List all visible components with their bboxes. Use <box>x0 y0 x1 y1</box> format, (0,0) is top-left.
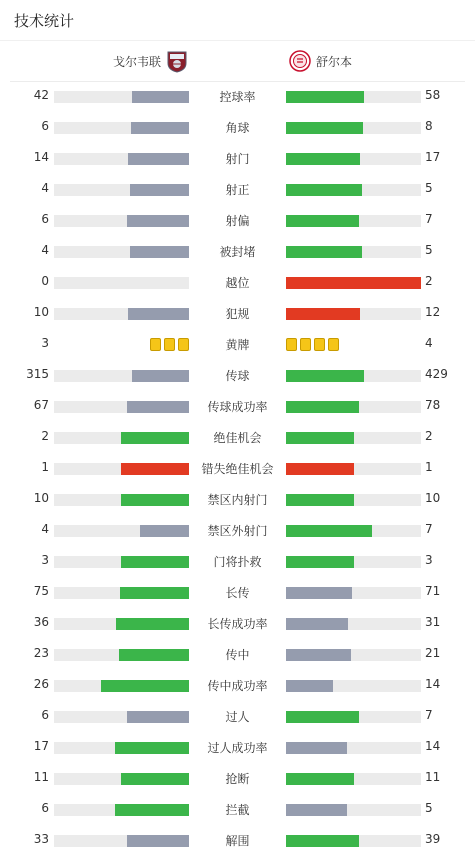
away-yellow-cards <box>286 338 339 351</box>
home-stat-bar-track <box>54 401 189 413</box>
home-stat-value: 6 <box>41 708 49 722</box>
stat-label: 禁区内射门 <box>207 493 268 507</box>
home-stat-value: 6 <box>41 119 49 133</box>
home-stat-value: 0 <box>41 274 49 288</box>
home-stat-bar-fill <box>101 680 189 692</box>
home-stat-bar-track <box>54 370 189 382</box>
home-stat-bar-track <box>54 122 189 134</box>
away-stat-value: 14 <box>425 739 441 753</box>
stat-row <box>0 422 475 453</box>
stat-label: 绝佳机会 <box>213 431 262 445</box>
away-team[interactable] <box>289 47 352 75</box>
away-stat-value: 7 <box>425 212 433 226</box>
page-title: 技术统计 <box>14 12 75 30</box>
home-stat-bar-fill <box>121 773 189 785</box>
stat-label: 长传成功率 <box>207 617 268 631</box>
yellow-card-icon <box>164 338 175 351</box>
home-stat-value: 4 <box>41 181 49 195</box>
stat-label: 过人成功率 <box>207 741 268 755</box>
stat-row <box>0 732 475 763</box>
stat-row <box>0 360 475 391</box>
away-stat-bar-fill <box>286 308 360 320</box>
stat-label: 解围 <box>225 834 250 848</box>
home-stat-bar-fill <box>128 308 189 320</box>
stat-label: 控球率 <box>219 90 256 104</box>
home-stat-bar-track <box>54 804 189 816</box>
teams-bar <box>10 41 465 82</box>
home-stat-bar-track <box>54 711 189 723</box>
stat-label: 禁区外射门 <box>207 524 268 538</box>
stat-row <box>0 298 475 329</box>
home-stat-bar-fill <box>120 587 189 599</box>
home-stat-value: 67 <box>33 398 49 412</box>
away-stat-value: 71 <box>425 584 441 598</box>
away-stat-bar-track <box>286 618 421 630</box>
away-stat-bar-fill <box>286 91 364 103</box>
stat-row <box>0 701 475 732</box>
away-stat-bar-track <box>286 525 421 537</box>
away-stat-bar-track <box>286 432 421 444</box>
away-stat-bar-track <box>286 370 421 382</box>
away-stat-bar-fill <box>286 711 359 723</box>
away-stat-value: 10 <box>425 491 441 505</box>
home-stat-bar-fill <box>128 153 189 165</box>
home-stat-bar-track <box>54 432 189 444</box>
home-stat-bar-fill <box>132 91 189 103</box>
yellow-card-icon <box>300 338 311 351</box>
away-stat-bar-track <box>286 277 421 289</box>
home-stat-value: 33 <box>33 832 49 846</box>
home-stat-bar-fill <box>140 525 189 537</box>
home-stat-value: 23 <box>33 646 49 660</box>
stat-row <box>0 608 475 639</box>
away-stat-bar-track <box>286 773 421 785</box>
away-team-name: 舒尔本 <box>316 54 353 69</box>
home-stat-value: 36 <box>33 615 49 629</box>
stat-label: 射门 <box>225 152 250 166</box>
stat-row <box>0 825 475 856</box>
home-stat-bar-fill <box>115 804 189 816</box>
stat-row <box>0 639 475 670</box>
away-stat-bar-fill <box>286 618 348 630</box>
home-stat-bar-fill <box>116 618 189 630</box>
away-stat-bar-track <box>286 556 421 568</box>
away-stat-bar-fill <box>286 773 354 785</box>
away-stat-bar-fill <box>286 804 347 816</box>
away-stat-value: 1 <box>425 460 433 474</box>
away-stat-value: 5 <box>425 243 433 257</box>
away-stat-bar-fill <box>286 494 354 506</box>
stat-label: 黄牌 <box>225 338 250 352</box>
home-stat-bar-fill <box>131 122 189 134</box>
home-stat-bar-track <box>54 742 189 754</box>
home-stat-bar-track <box>54 773 189 785</box>
stat-row <box>0 391 475 422</box>
stat-row <box>0 763 475 794</box>
away-stat-bar-track <box>286 649 421 661</box>
away-stat-bar-track <box>286 680 421 692</box>
away-stat-bar-track <box>286 308 421 320</box>
away-stat-bar-fill <box>286 432 354 444</box>
away-stat-value: 14 <box>425 677 441 691</box>
home-stat-value: 75 <box>33 584 49 598</box>
away-stat-bar-track <box>286 246 421 258</box>
away-stat-bar-fill <box>286 463 354 475</box>
away-stat-bar-track <box>286 804 421 816</box>
home-stat-bar-track <box>54 215 189 227</box>
home-stat-bar-fill <box>121 494 189 506</box>
stat-label: 角球 <box>225 121 250 135</box>
away-stat-bar-fill <box>286 370 364 382</box>
home-stat-bar-track <box>54 618 189 630</box>
away-stat-bar-track <box>286 153 421 165</box>
home-stat-bar-track <box>54 153 189 165</box>
away-stat-bar-fill <box>286 556 354 568</box>
home-stat-value: 315 <box>26 367 49 381</box>
stat-row <box>0 236 475 267</box>
away-stat-bar-fill <box>286 184 362 196</box>
stat-label: 长传 <box>225 586 250 600</box>
away-stat-bar-fill <box>286 835 359 847</box>
away-stat-value: 7 <box>425 522 433 536</box>
stat-row <box>0 546 475 577</box>
stat-label: 犯规 <box>225 307 250 321</box>
away-stat-bar-track <box>286 742 421 754</box>
away-stat-value: 429 <box>425 367 448 381</box>
away-stat-value: 5 <box>425 801 433 815</box>
yellow-card-icon <box>178 338 189 351</box>
home-stat-value: 26 <box>33 677 49 691</box>
home-stat-value: 4 <box>41 522 49 536</box>
home-stat-bar-track <box>54 835 189 847</box>
stat-row <box>0 329 475 360</box>
home-stat-bar-fill <box>127 711 189 723</box>
home-stat-bar-track <box>54 556 189 568</box>
home-stat-bar-track <box>54 463 189 475</box>
home-stat-bar-track <box>54 184 189 196</box>
home-stat-value: 1 <box>41 460 49 474</box>
away-stat-bar-track <box>286 587 421 599</box>
stat-label: 传球成功率 <box>207 400 268 414</box>
home-stat-value: 4 <box>41 243 49 257</box>
home-stat-value: 11 <box>33 770 49 784</box>
away-stat-bar-track <box>286 91 421 103</box>
stat-row <box>0 453 475 484</box>
away-stat-value: 12 <box>425 305 441 319</box>
away-stat-value: 2 <box>425 274 433 288</box>
home-team[interactable] <box>113 47 188 75</box>
home-stat-bar-fill <box>121 556 189 568</box>
home-stat-bar-fill <box>130 246 189 258</box>
away-stat-bar-fill <box>286 122 363 134</box>
away-stat-bar-fill <box>286 742 347 754</box>
away-stat-bar-fill <box>286 215 359 227</box>
stat-label: 抢断 <box>225 772 250 786</box>
stat-label: 错失绝佳机会 <box>201 462 274 476</box>
home-stat-bar-fill <box>130 184 189 196</box>
away-stat-value: 7 <box>425 708 433 722</box>
stat-row <box>0 267 475 298</box>
shelbourne-crest-icon <box>289 49 311 73</box>
away-stat-bar-fill <box>286 649 351 661</box>
stat-label: 越位 <box>225 276 250 290</box>
home-stat-bar-track <box>54 308 189 320</box>
galway-united-crest-icon <box>166 49 188 73</box>
away-stat-value: 5 <box>425 181 433 195</box>
home-stat-bar-track <box>54 494 189 506</box>
home-stat-value: 10 <box>33 491 49 505</box>
away-stat-value: 11 <box>425 770 441 784</box>
home-stat-value: 42 <box>33 88 49 102</box>
away-stat-bar-fill <box>286 277 421 289</box>
stat-row <box>0 515 475 546</box>
home-stat-bar-track <box>54 649 189 661</box>
home-stat-bar-fill <box>132 370 189 382</box>
home-stat-value: 3 <box>41 553 49 567</box>
away-stat-bar-track <box>286 463 421 475</box>
home-stat-bar-fill <box>127 835 189 847</box>
away-stat-value: 21 <box>425 646 441 660</box>
stat-row <box>0 143 475 174</box>
away-stat-bar-fill <box>286 153 360 165</box>
home-stat-bar-track <box>54 246 189 258</box>
away-stat-bar-fill <box>286 680 333 692</box>
home-stat-bar-track <box>54 587 189 599</box>
away-stat-bar-track <box>286 711 421 723</box>
yellow-card-icon <box>328 338 339 351</box>
away-stat-value: 58 <box>425 88 441 102</box>
stat-row <box>0 205 475 236</box>
home-stat-bar-track <box>54 91 189 103</box>
away-stat-bar-track <box>286 122 421 134</box>
stats-list <box>0 81 475 856</box>
home-stat-bar-fill <box>127 401 189 413</box>
stat-label: 门将扑救 <box>213 555 262 569</box>
home-team-name: 戈尔韦联 <box>113 54 162 69</box>
stat-label: 射正 <box>225 183 250 197</box>
stat-row <box>0 81 475 112</box>
stat-label: 传中 <box>225 648 250 662</box>
away-stat-bar-track <box>286 215 421 227</box>
away-stat-bar-track <box>286 835 421 847</box>
away-stat-bar-fill <box>286 525 372 537</box>
home-stat-value: 17 <box>33 739 49 753</box>
home-stat-value: 2 <box>41 429 49 443</box>
away-stat-value: 31 <box>425 615 441 629</box>
away-stat-bar-fill <box>286 401 359 413</box>
away-stat-value: 2 <box>425 429 433 443</box>
home-stat-bar-fill <box>121 463 189 475</box>
home-stat-bar-track <box>54 525 189 537</box>
stats-header <box>0 0 475 41</box>
stat-row <box>0 670 475 701</box>
stat-label: 拦截 <box>225 803 250 817</box>
yellow-card-icon <box>314 338 325 351</box>
stat-label: 传中成功率 <box>207 679 268 693</box>
stat-row <box>0 174 475 205</box>
stat-label: 过人 <box>225 710 250 724</box>
stat-row <box>0 484 475 515</box>
stat-label: 被封堵 <box>219 245 256 259</box>
home-stat-value: 14 <box>33 150 49 164</box>
away-stat-value: 78 <box>425 398 441 412</box>
home-stat-bar-fill <box>115 742 189 754</box>
stat-row <box>0 112 475 143</box>
home-yellow-cards <box>150 338 189 351</box>
away-stat-bar-fill <box>286 587 352 599</box>
home-stat-bar-track <box>54 680 189 692</box>
stat-label: 射偏 <box>225 214 250 228</box>
stat-row <box>0 577 475 608</box>
away-stat-value: 4 <box>425 336 433 350</box>
home-stat-value: 6 <box>41 801 49 815</box>
stat-label: 传球 <box>225 369 250 383</box>
away-stat-bar-track <box>286 401 421 413</box>
yellow-card-icon <box>150 338 161 351</box>
home-stat-value: 10 <box>33 305 49 319</box>
away-stat-value: 8 <box>425 119 433 133</box>
home-stat-bar-track <box>54 277 189 289</box>
away-stat-value: 39 <box>425 832 441 846</box>
home-stat-value: 3 <box>41 336 49 350</box>
stat-row <box>0 794 475 825</box>
yellow-card-icon <box>286 338 297 351</box>
away-stat-bar-fill <box>286 246 362 258</box>
away-stat-bar-track <box>286 494 421 506</box>
home-stat-value: 6 <box>41 212 49 226</box>
home-stat-bar-fill <box>119 649 189 661</box>
away-stat-bar-track <box>286 184 421 196</box>
away-stat-value: 17 <box>425 150 441 164</box>
away-stat-value: 3 <box>425 553 433 567</box>
home-stat-bar-fill <box>127 215 189 227</box>
home-stat-bar-fill <box>121 432 189 444</box>
